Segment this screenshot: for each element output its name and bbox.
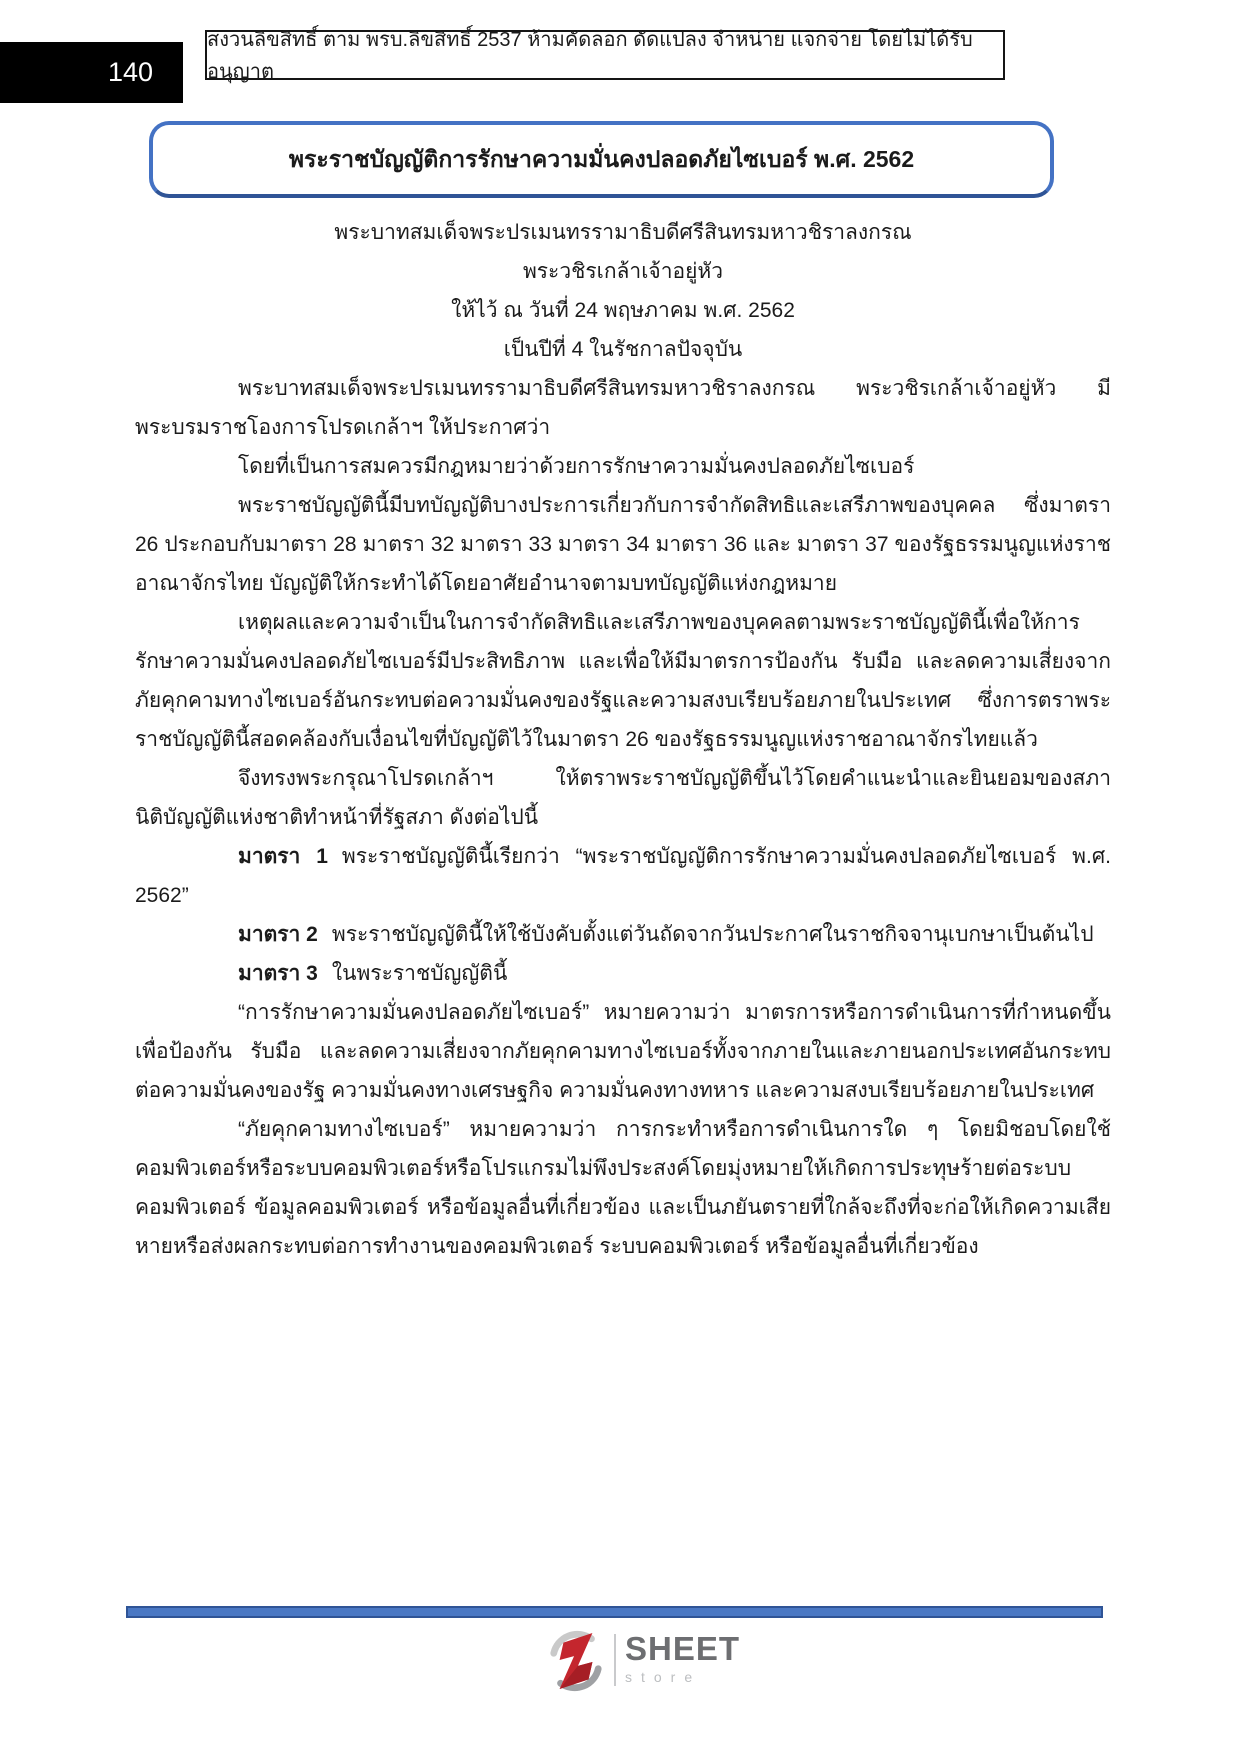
page-number-box <box>0 42 183 103</box>
document-title: พระราชบัญญัติการรักษาความมั่นคงปลอดภัยไซเบอร์ พ.ศ. 2562 <box>288 145 915 172</box>
paragraph-text: พระราชบัญญัตินี้เรียกว่า “พระราชบัญญัติการรักษาความมั่นคงปลอดภัยไซเบอร์ พ.ศ. 2562” <box>135 845 1111 907</box>
copyright-notice-box <box>205 29 1005 83</box>
body-paragraph-section-3 <box>135 954 1111 993</box>
logo-sheet-text: SHEET <box>625 1630 741 1667</box>
body-paragraph-section-2 <box>135 915 1111 954</box>
page-number: 140 <box>107 57 153 87</box>
paragraph-text: พระบาทสมเด็จพระปรเมนทรรามาธิบดีศรีสินทรมหาวชิราลงกรณ พระวชิรเกล้าเจ้าอยู่หัว มีพระบรมราชโองการโปรดเกล้าฯ ให้ประกาศว่า <box>135 377 1111 439</box>
body-paragraph-section-1 <box>135 837 1111 915</box>
body-paragraph <box>135 486 1111 603</box>
logo-store-text: store <box>625 1669 702 1685</box>
body-paragraph <box>135 759 1111 837</box>
document-title-box <box>149 121 1054 198</box>
body-paragraph <box>135 369 1111 447</box>
body-paragraph <box>135 603 1111 759</box>
paragraph-text: พระราชบัญญัตินี้มีบทบัญญัติบางประการเกี่ยวกับการจำกัดสิทธิและเสรีภาพของบุคคล ซึ่งมาตรา 26 ประกอบกับมาตรา 28 มาตรา 32 มาตรา 33 มาตรา 34 มาตรา 36 และ มาตรา 37 ของรัฐธรรมนูญแห่งราชอาณาจักรไทย บัญญัติให้กระทำได้โดยอาศัยอำนาจตามบทบัญญัติแห่งกฎหมาย <box>135 494 1111 595</box>
section-label: มาตรา 3 <box>238 962 318 985</box>
logo-text-block <box>625 1630 740 1685</box>
paragraph-text: โดยที่เป็นการสมควรมีกฎหมายว่าด้วยการรักษาความมั่นคงปลอดภัยไซเบอร์ <box>238 455 915 478</box>
section-label: มาตรา 1 <box>238 845 328 868</box>
footer-logo <box>547 1630 740 1692</box>
paragraph-text: ในพระราชบัญญัตินี้ <box>331 962 508 985</box>
preamble-line: เป็นปีที่ 4 ในรัชกาลปัจจุบัน <box>503 338 743 361</box>
logo-divider <box>614 1634 616 1686</box>
section-label: มาตรา 2 <box>238 923 318 946</box>
body-paragraph <box>135 447 1111 486</box>
document-body <box>135 213 1111 1266</box>
paragraph-text: “ภัยคุกคามทางไซเบอร์” หมายความว่า การกระทำหรือการดำเนินการใด ๆ โดยมิชอบโดยใช้คอมพิวเตอร์หรือระบบคอมพิวเตอร์หรือโปรแกรมไม่พึงประสงค์โดยมุ่งหมายให้เกิดการประทุษร้ายต่อระบบคอมพิวเตอร์ ข้อมูลคอมพิวเตอร์ หรือข้อมูลอื่นที่เกี่ยวข้อง และเป็นภยันตรายที่ใกล้จะถึงที่จะก่อให้เกิดความเสียหายหรือส่งผลกระทบต่อการทำงานของคอมพิวเตอร์ ระบบคอมพิวเตอร์ หรือข้อมูลอื่นที่เกี่ยวข้อง <box>135 1118 1111 1258</box>
paragraph-text: พระราชบัญญัตินี้ให้ใช้บังคับตั้งแต่วันถัดจากวันประกาศในราชกิจจานุเบกษาเป็นต้นไป <box>331 923 1094 946</box>
preamble-line: พระวชิรเกล้าเจ้าอยู่หัว <box>522 260 724 283</box>
footer-divider-bar <box>126 1606 1103 1618</box>
sheet-logo-icon <box>547 1630 605 1692</box>
preamble-line: พระบาทสมเด็จพระปรเมนทรรามาธิบดีศรีสินทรมหาวชิราลงกรณ <box>334 221 912 244</box>
body-paragraph <box>135 1110 1111 1266</box>
paragraph-text: “การรักษาความมั่นคงปลอดภัยไซเบอร์” หมายความว่า มาตรการหรือการดำเนินการที่กำหนดขึ้นเพื่อป้องกัน รับมือ และลดความเสี่ยงจากภัยคุกคามทางไซเบอร์ทั้งจากภายในและภายนอกประเทศอันกระทบต่อความมั่นคงของรัฐ ความมั่นคงทางเศรษฐกิจ ความมั่นคงทางทหาร และความสงบเรียบร้อยภายในประเทศ <box>135 1001 1111 1102</box>
paragraph-text: เหตุผลและความจำเป็นในการจำกัดสิทธิและเสรีภาพของบุคคลตามพระราชบัญญัตินี้เพื่อให้การรักษาความมั่นคงปลอดภัยไซเบอร์มีประสิทธิภาพ และเพื่อให้มีมาตรการป้องกัน รับมือ และลดความเสี่ยงจากภัยคุกคามทางไซเบอร์อันกระทบต่อความมั่นคงของรัฐและความสงบเรียบร้อยภายในประเทศ ซึ่งการตราพระราชบัญญัตินี้สอดคล้องกับเงื่อนไขที่บัญญัติไว้ในมาตรา 26 ของรัฐธรรมนูญแห่งราชอาณาจักรไทยแล้ว <box>135 611 1111 751</box>
preamble-line: ให้ไว้ ณ วันที่ 24 พฤษภาคม พ.ศ. 2562 <box>451 299 795 322</box>
body-paragraph <box>135 993 1111 1110</box>
copyright-notice-text: สงวนลิขสิทธิ์ ตาม พรบ.ลิขสิทธิ์ 2537 ห้ามคัดลอก ดัดแปลง จำหน่าย แจกจ่าย โดยไม่ได้รับอนุญาต <box>207 29 973 83</box>
paragraph-text: จึงทรงพระกรุณาโปรดเกล้าฯ ให้ตราพระราชบัญญัติขึ้นไว้โดยคำแนะนำและยินยอมของสภานิติบัญญัติแห่งชาติทำหน้าที่รัฐสภา ดังต่อไปนี้ <box>135 767 1111 829</box>
